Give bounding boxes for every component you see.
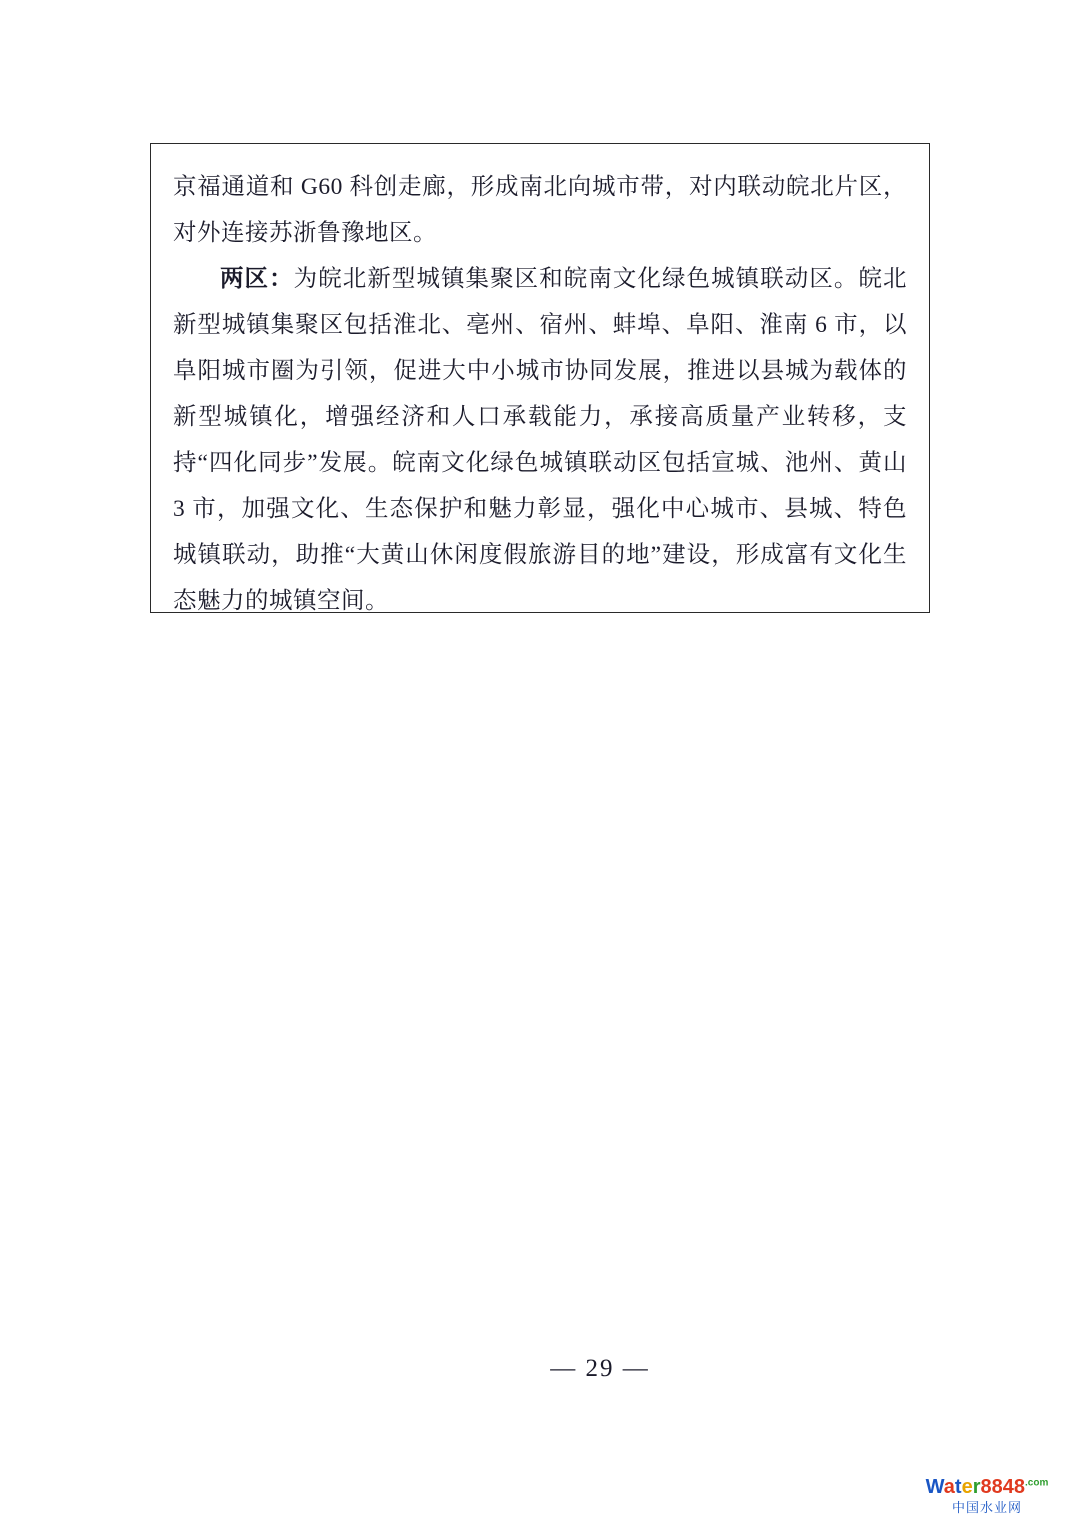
- watermark-letter-e: e: [961, 1476, 973, 1498]
- watermark-suffix: .com: [1025, 1477, 1049, 1489]
- paragraph-lead-label: 两区：: [220, 266, 294, 292]
- watermark-letter-r: r: [972, 1476, 981, 1498]
- watermark: [912, 1476, 1062, 1516]
- watermark-subtitle: 中国水业网: [951, 1500, 1022, 1515]
- watermark-title: [912, 1476, 1062, 1499]
- watermark-letter-a: a: [943, 1476, 955, 1498]
- page-number: — 29 —: [550, 1355, 650, 1382]
- paragraph-two-zones: [173, 256, 907, 624]
- boxed-text-block: [150, 143, 930, 613]
- paragraph-body-text: 为皖北新型城镇集聚区和皖南文化绿色城镇联动区。皖北新型城镇集聚区包括淮北、亳州、宿州、蚌埠、阜阳、淮南 6 市，以阜阳城市圈为引领，促进大中小城市协同发展，推进以县城为载体的新型城镇化，增强经济和人口承载能力，承接高质量产业转移，支持“四化同步”发展。皖南文化绿色城镇联动区包括宣城、池州、黄山 3 市，加强文化、生态保护和魅力彰显，强化中心城市、县城、特色城镇联动，助推“大黄山休闲度假旅游目的地”建设，形成富有文化生态魅力的城镇空间。: [173, 266, 908, 614]
- watermark-letter-w: W: [925, 1476, 944, 1498]
- watermark-letter-t: t: [954, 1476, 962, 1498]
- watermark-number: 8848: [980, 1476, 1025, 1498]
- paragraph-continuation: 京福通道和 G60 科创走廊，形成南北向城市带，对内联动皖北片区，对外连接苏浙鲁豫地区。: [173, 174, 907, 246]
